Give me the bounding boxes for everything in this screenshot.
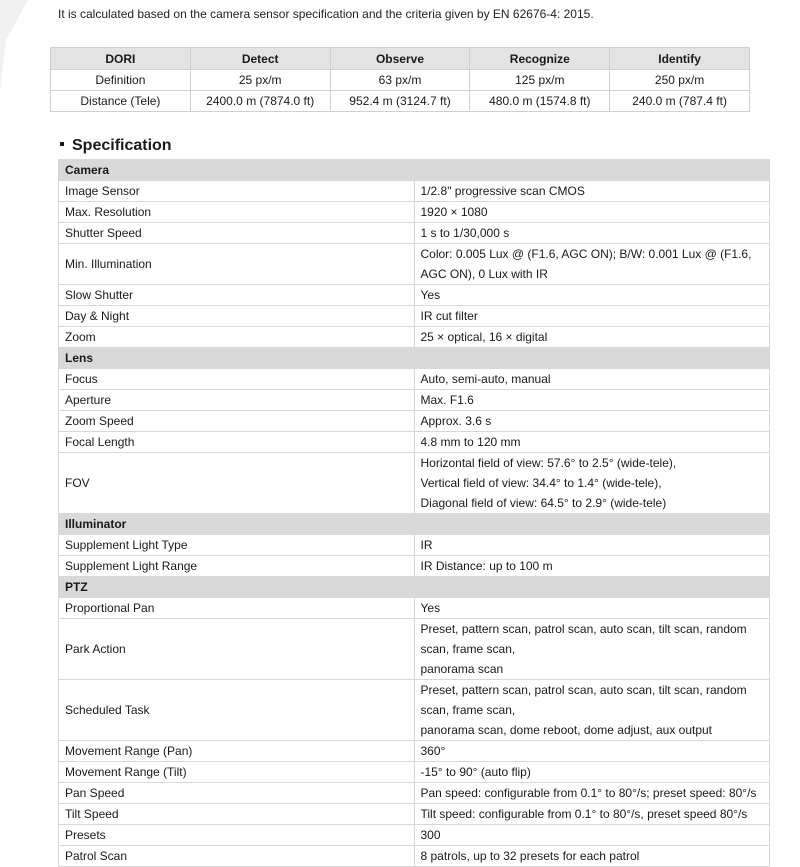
bullet-icon	[60, 142, 64, 146]
spec-value-line: Tilt speed: configurable from 0.1° to 80°/s, preset speed 80°/s	[420, 807, 748, 821]
spec-value-line: -15° to 90° (auto flip)	[420, 765, 531, 779]
spec-value	[414, 680, 770, 741]
dori-cell: 250 px/m	[610, 70, 750, 91]
spec-value-line: 4.8 mm to 120 mm	[420, 435, 521, 449]
spec-value	[414, 825, 770, 846]
dori-cell: 480.0 m (1574.8 ft)	[470, 91, 610, 112]
spec-value	[414, 202, 770, 223]
spec-value-line: Max. F1.6	[420, 393, 474, 407]
spec-row	[59, 741, 770, 762]
dori-cell: 25 px/m	[190, 70, 330, 91]
spec-key: Supplement Light Range	[59, 556, 415, 577]
spec-key: Shutter Speed	[59, 223, 415, 244]
spec-value	[414, 223, 770, 244]
spec-value	[414, 453, 770, 514]
spec-value-line: 8 patrols, up to 32 presets for each patrol	[420, 849, 640, 863]
section-header: Camera	[59, 160, 770, 181]
spec-value-line: 300	[420, 828, 441, 842]
spec-value	[414, 783, 770, 804]
spec-value-line: Approx. 3.6 s	[420, 414, 492, 428]
spec-row	[59, 223, 770, 244]
dori-cell: 952.4 m (3124.7 ft)	[330, 91, 470, 112]
spec-row	[59, 244, 770, 285]
spec-value	[414, 390, 770, 411]
spec-key: Park Action	[59, 619, 415, 680]
section-header-row	[59, 514, 770, 535]
spec-row	[59, 327, 770, 348]
spec-value-line: IR	[420, 538, 433, 552]
spec-value	[414, 804, 770, 825]
spec-row	[59, 762, 770, 783]
spec-key: Movement Range (Tilt)	[59, 762, 415, 783]
spec-value-line: 25 × optical, 16 × digital	[420, 330, 548, 344]
spec-key: Movement Range (Pan)	[59, 741, 415, 762]
watermark-logo	[0, 0, 40, 100]
spec-value	[414, 285, 770, 306]
dori-row	[51, 70, 750, 91]
spec-key: Aperture	[59, 390, 415, 411]
spec-key: Focus	[59, 369, 415, 390]
spec-value	[414, 535, 770, 556]
section-header: PTZ	[59, 577, 770, 598]
section-header-row	[59, 160, 770, 181]
spec-row	[59, 390, 770, 411]
spec-row	[59, 598, 770, 619]
spec-value	[414, 306, 770, 327]
spec-value	[414, 556, 770, 577]
dori-header-cell: Observe	[330, 48, 470, 70]
dori-header-cell: Recognize	[470, 48, 610, 70]
spec-value-line: Preset, pattern scan, patrol scan, auto scan, tilt scan, random scan, frame scan,	[420, 683, 747, 717]
spec-key: Focal Length	[59, 432, 415, 453]
spec-key: Min. Illumination	[59, 244, 415, 285]
spec-table	[58, 159, 770, 867]
spec-title-text: Specification	[72, 137, 172, 154]
spec-row	[59, 181, 770, 202]
spec-row	[59, 369, 770, 390]
dori-header-row	[51, 48, 750, 70]
spec-row	[59, 556, 770, 577]
spec-value	[414, 244, 770, 285]
spec-row	[59, 825, 770, 846]
spec-row	[59, 846, 770, 867]
spec-row	[59, 804, 770, 825]
spec-value-line: Yes	[420, 288, 441, 302]
dori-table	[50, 47, 750, 112]
spec-value-line: panorama scan, dome reboot, dome adjust, aux output	[420, 723, 713, 737]
spec-row	[59, 619, 770, 680]
spec-value	[414, 432, 770, 453]
spec-value	[414, 598, 770, 619]
spec-title	[60, 137, 172, 155]
spec-row	[59, 535, 770, 556]
spec-key: Pan Speed	[59, 783, 415, 804]
spec-value-line: 1920 × 1080	[420, 205, 488, 219]
spec-key: Presets	[59, 825, 415, 846]
spec-value-line: Horizontal field of view: 57.6° to 2.5° (wide-tele),	[420, 456, 677, 470]
spec-key: Day & Night	[59, 306, 415, 327]
spec-key: FOV	[59, 453, 415, 514]
spec-key: Patrol Scan	[59, 846, 415, 867]
spec-row	[59, 432, 770, 453]
intro-text: It is calculated based on the camera sensor specification and the criteria given by EN 62676-4: 2015.	[58, 7, 594, 21]
spec-value	[414, 619, 770, 680]
dori-header-cell: Identify	[610, 48, 750, 70]
spec-row	[59, 285, 770, 306]
spec-key: Zoom Speed	[59, 411, 415, 432]
spec-row	[59, 202, 770, 223]
spec-value-line: Vertical field of view: 34.4° to 1.4° (wide-tele),	[420, 476, 662, 490]
spec-key: Supplement Light Type	[59, 535, 415, 556]
spec-value	[414, 327, 770, 348]
section-header: Illuminator	[59, 514, 770, 535]
dori-cell: 63 px/m	[330, 70, 470, 91]
dori-cell: Distance (Tele)	[51, 91, 191, 112]
spec-value-line: 1/2.8" progressive scan CMOS	[420, 184, 585, 198]
spec-row	[59, 306, 770, 327]
spec-key: Tilt Speed	[59, 804, 415, 825]
dori-header-cell: Detect	[190, 48, 330, 70]
spec-value-line: panorama scan	[420, 662, 504, 676]
dori-cell: 125 px/m	[470, 70, 610, 91]
section-header-row	[59, 348, 770, 369]
dori-header-cell: DORI	[51, 48, 191, 70]
spec-value	[414, 181, 770, 202]
spec-value-line: Diagonal field of view: 64.5° to 2.9° (wide-tele)	[420, 496, 667, 510]
spec-key: Slow Shutter	[59, 285, 415, 306]
spec-value-line: Pan speed: configurable from 0.1° to 80°/s; preset speed: 80°/s	[420, 786, 757, 800]
spec-key: Max. Resolution	[59, 202, 415, 223]
spec-value-line: IR Distance: up to 100 m	[420, 559, 553, 573]
spec-value-line: 1 s to 1/30,000 s	[420, 226, 510, 240]
spec-row	[59, 411, 770, 432]
section-header-row	[59, 577, 770, 598]
spec-value-line: Auto, semi-auto, manual	[420, 372, 551, 386]
spec-row	[59, 453, 770, 514]
spec-value	[414, 741, 770, 762]
section-header: Lens	[59, 348, 770, 369]
spec-value	[414, 369, 770, 390]
spec-key: Scheduled Task	[59, 680, 415, 741]
spec-key: Image Sensor	[59, 181, 415, 202]
spec-key: Proportional Pan	[59, 598, 415, 619]
spec-value-line: IR cut filter	[420, 309, 478, 323]
dori-cell: 240.0 m (787.4 ft)	[610, 91, 750, 112]
spec-key: Zoom	[59, 327, 415, 348]
spec-value	[414, 846, 770, 867]
spec-value	[414, 411, 770, 432]
dori-row	[51, 91, 750, 112]
dori-cell: 2400.0 m (7874.0 ft)	[190, 91, 330, 112]
spec-value-line: Color: 0.005 Lux @ (F1.6, AGC ON); B/W: 0.001 Lux @ (F1.6, AGC ON), 0 Lux with IR	[420, 247, 752, 281]
spec-value-line: Yes	[420, 601, 441, 615]
spec-row	[59, 783, 770, 804]
spec-value	[414, 762, 770, 783]
dori-cell: Definition	[51, 70, 191, 91]
spec-value-line: Preset, pattern scan, patrol scan, auto scan, tilt scan, random scan, frame scan,	[420, 622, 747, 656]
spec-value-line: 360°	[420, 744, 446, 758]
spec-row	[59, 680, 770, 741]
